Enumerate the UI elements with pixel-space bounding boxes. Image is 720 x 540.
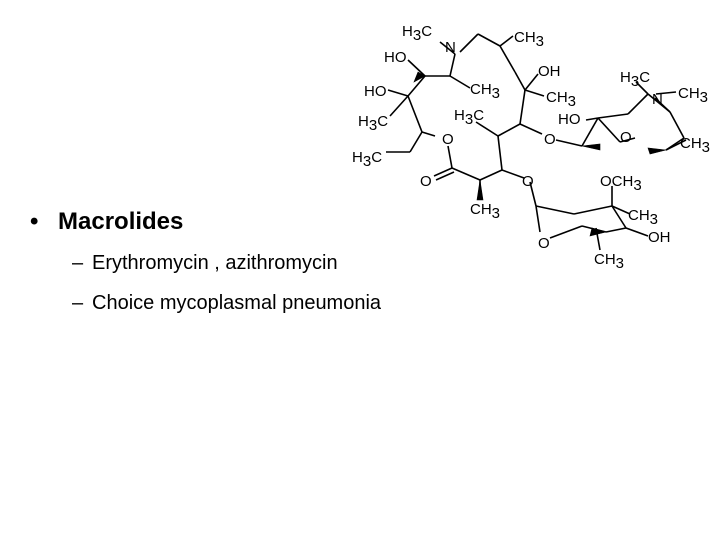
label-oh-1: OH — [538, 63, 561, 80]
bullet-label: Macrolides — [58, 208, 184, 235]
bullet-marker: • — [30, 208, 39, 235]
label-ho-sugar: HO — [558, 111, 581, 128]
label-h3c-amine: H3C — [620, 69, 651, 90]
label-o-link1: O — [544, 131, 556, 148]
label-o-carbonyl: O — [420, 173, 432, 190]
label-o-sugar1: O — [620, 129, 632, 146]
label-o-link2: O — [522, 173, 534, 190]
subitem-drugs — [72, 252, 338, 275]
label-ch3-sugar2: CH3 — [628, 207, 659, 228]
label-ch3-sugar2b: CH3 — [594, 251, 625, 270]
label-ch3-amine: CH3 — [678, 85, 709, 106]
label-ho-1: HO — [384, 49, 407, 66]
chemical-structure-svg — [330, 10, 720, 270]
label-oh-sugar2: OH — [648, 229, 671, 246]
label-och3: OCH3 — [600, 173, 642, 194]
bullet-macrolides — [30, 208, 183, 236]
subitem-marker: – — [72, 252, 84, 274]
label-h3c-ethyl: H3C — [352, 149, 383, 170]
label-o-ring: O — [442, 131, 454, 148]
label-ch3-sugar1: CH3 — [680, 135, 711, 156]
subitem-text: Erythromycin , azithromycin — [92, 252, 338, 274]
label-h3c-inner: H3C — [454, 107, 485, 128]
label-h3c-left: H3C — [358, 113, 389, 134]
subitem-indication — [72, 292, 381, 315]
subitem-text: Choice mycoplasmal pneumonia — [92, 292, 382, 314]
label-n-ring: N — [445, 39, 456, 56]
label-ch3-top: CH3 — [514, 29, 545, 50]
label-ch3-mid: CH3 — [470, 81, 501, 102]
label-ho-2: HO — [364, 83, 387, 100]
label-h3c-top: H3C — [402, 23, 433, 44]
label-ch3-oh: CH3 — [546, 89, 577, 110]
label-o-sugar2: O — [538, 235, 550, 252]
azithromycin-structure — [330, 10, 720, 270]
label-n-amine: N — [652, 91, 663, 108]
label-ch3-bottom: CH3 — [470, 201, 501, 222]
subitem-marker: – — [72, 292, 84, 314]
